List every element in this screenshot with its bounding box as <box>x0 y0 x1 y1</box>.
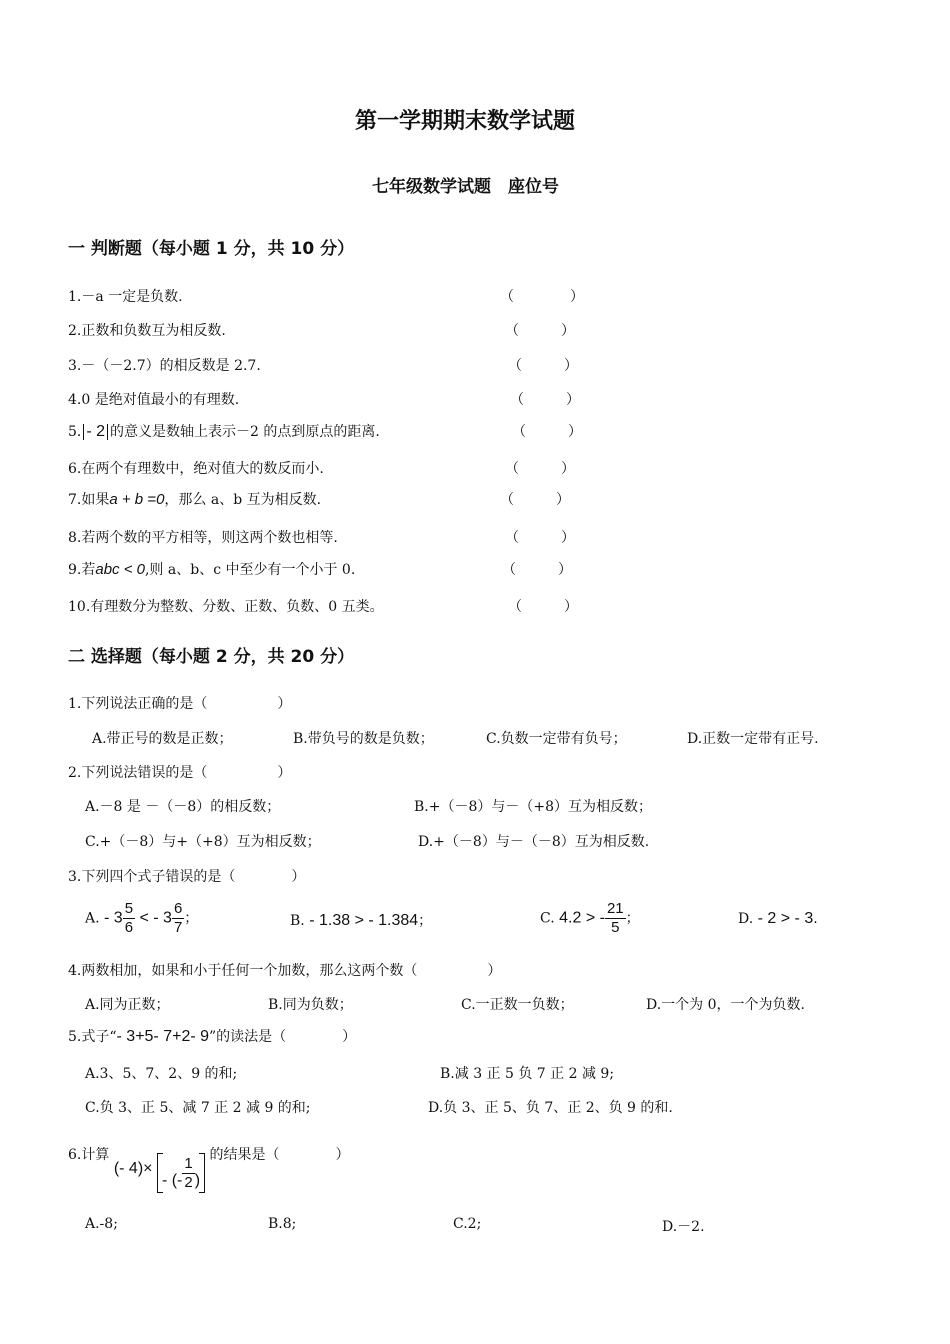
fraction-denominator: 2 <box>184 1173 193 1191</box>
tf-item-5-num: 5. <box>68 424 82 440</box>
option-d-expr: - 2 > - 3 <box>757 910 814 927</box>
option-b-end: ； <box>418 913 433 929</box>
option-b-expr: - 1.38 > - 1.384 <box>309 912 419 929</box>
tf-item-9-post: ,则 a、b、c 中至少有一个小于 0. <box>144 562 356 578</box>
mc-q1-option-b: B.带负号的数是负数； <box>293 731 434 747</box>
mc-q4-stem: 4.两数相加，如果和小于任何一个加数，那么这两个数（ ） <box>68 963 502 979</box>
tf-answer-6: （ ） <box>505 461 575 477</box>
fraction-numerator: 21 <box>606 900 624 917</box>
tf-item-7-post: ，那么 a、b 互为相反数. <box>164 492 322 508</box>
option-a-expr-mid: < - 3 <box>139 909 172 927</box>
q6-stem-pre: 6.计算 <box>68 1147 110 1163</box>
mc-q5-option-a: A.3、5、7、2、9 的和; <box>85 1066 238 1082</box>
mc-q6-option-a: A.-8; <box>85 1216 118 1232</box>
mc-q1-option-a: A.带正号的数是正数； <box>92 731 233 747</box>
mc-q2-option-c: C.+（－8）与+（+8）互为相反数； <box>85 834 321 850</box>
q6-expr-c: ) <box>194 1172 201 1189</box>
fraction-numerator: 1 <box>184 1154 193 1172</box>
tf-item-5-text: 的意义是数轴上表示－2 的点到原点的距离. <box>110 424 380 440</box>
mc-q1-stem: 1.下列说法正确的是（ ） <box>68 696 292 712</box>
mc-q5-stem <box>68 1026 356 1046</box>
mc-q3-option-c <box>540 900 640 937</box>
mc-q6-option-c: C.2; <box>453 1216 482 1232</box>
option-d-end: . <box>813 911 818 927</box>
mc-q3-option-b <box>290 910 432 930</box>
fraction-denominator: 7 <box>173 919 183 936</box>
math-abc: abc < 0 <box>95 561 145 578</box>
tf-answer-4: （ ） <box>510 392 580 408</box>
mc-q4-option-c: C.一正数一负数； <box>461 997 574 1013</box>
option-b-label: B. <box>290 913 305 929</box>
option-a-label: A. <box>85 910 100 927</box>
page-subtitle: 七年级数学试题 座位号 <box>372 177 559 197</box>
mc-q3-stem: 3.下列四个式子错误的是（ ） <box>68 869 306 885</box>
mc-q3-option-d <box>738 910 818 928</box>
q6-expr-b: - (- <box>161 1172 183 1189</box>
fraction-denominator: 5 <box>611 919 620 936</box>
tf-item-1: 1.－a 一定是负数. <box>68 289 183 305</box>
option-c-end: ； <box>625 910 640 927</box>
mc-q5-option-b: B.减 3 正 5 负 7 正 2 减 9; <box>440 1066 615 1082</box>
tf-answer-9: （ ） <box>502 562 572 578</box>
page-title: 第一学期期末数学试题 <box>355 109 576 134</box>
option-c-expr-pre: 4.2 > - <box>559 909 605 927</box>
mc-q2-option-d: D.+（－8）与－（－8）互为相反数. <box>418 834 650 850</box>
tf-item-10: 10.有理数分为整数、分数、正数、负数、0 五类。 <box>68 599 384 615</box>
section2-heading: 二 选择题（每小题 2 分，共 20 分） <box>68 647 355 667</box>
mc-q2-stem: 2.下列说法错误的是（ ） <box>68 765 292 781</box>
tf-item-6: 6.在两个有理数中，绝对值大的数反而小. <box>68 461 324 477</box>
mc-q4-option-a: A.同为正数； <box>85 997 170 1013</box>
tf-answer-5: （ ） <box>512 424 582 440</box>
tf-item-8: 8.若两个数的平方相等，则这两个数也相等. <box>68 530 338 546</box>
option-c-label: C. <box>540 910 555 927</box>
fraction-numerator: 5 <box>124 900 134 917</box>
option-a-end: ； <box>184 910 199 927</box>
fraction-numerator: 6 <box>173 900 183 917</box>
abs-bar-left <box>83 424 84 440</box>
tf-answer-1: （ ） <box>500 289 584 305</box>
tf-item-5 <box>68 421 380 441</box>
abs-value-inner: - 2 <box>86 423 106 440</box>
tf-answer-8: （ ） <box>505 530 575 546</box>
mc-q1-option-c: C.负数一定带有负号； <box>486 731 627 747</box>
fraction-denominator: 6 <box>124 919 134 936</box>
mc-q6-stem <box>68 1144 350 1193</box>
tf-answer-2: （ ） <box>505 323 575 339</box>
mc-q3-option-a <box>85 900 198 937</box>
option-d-label: D. <box>738 911 754 927</box>
q6-stem-post: 的结果是（ ） <box>209 1147 350 1163</box>
q6-expr-a: (- 4)× <box>113 1160 153 1177</box>
fraction-6-7 <box>172 900 184 937</box>
tf-answer-7: （ ） <box>500 492 570 508</box>
mc-q4-option-d: D.一个为 0，一个为负数. <box>646 997 805 1013</box>
tf-answer-3: （ ） <box>508 358 578 374</box>
mc-q5-option-d: D.负 3、正 5、负 7、正 2、负 9 的和. <box>428 1100 673 1116</box>
tf-item-2: 2.正数和负数互为相反数. <box>68 323 226 339</box>
tf-item-9-pre: 9.若 <box>68 562 96 578</box>
mc-q5-option-c: C.负 3、正 5、减 7 正 2 减 9 的和; <box>85 1100 311 1116</box>
fraction-1-2 <box>182 1155 194 1192</box>
tf-item-4: 4.0 是绝对值最小的有理数. <box>68 392 240 408</box>
q5-stem-post: ”的读法是（ ） <box>209 1029 357 1045</box>
q6-bracket <box>157 1153 205 1193</box>
mc-q2-option-b: B.+（－8）与－（+8）互为相反数； <box>414 799 653 815</box>
tf-item-3: 3.－（－2.7）的相反数是 2.7. <box>68 358 261 374</box>
abs-bar-right <box>107 424 108 440</box>
q5-expression: - 3+5- 7+2- 9 <box>116 1028 210 1045</box>
tf-item-9 <box>68 559 355 579</box>
q5-stem-pre: 5.式子“ <box>68 1029 117 1045</box>
fraction-21-5 <box>605 900 626 937</box>
math-a-plus-b: a + b =0 <box>109 491 165 508</box>
tf-answer-10: （ ） <box>508 599 578 615</box>
section1-heading: 一 判断题（每小题 1 分，共 10 分） <box>68 239 355 259</box>
mc-q6-option-b: B.8; <box>268 1216 297 1232</box>
mc-q2-option-a: A.－8 是 －（－8）的相反数； <box>85 799 281 815</box>
mc-q1-option-d: D.正数一定带有正号. <box>687 731 819 747</box>
tf-item-7-pre: 7.如果 <box>68 492 110 508</box>
mc-q6-option-d: D.－2. <box>662 1219 705 1235</box>
fraction-5-6 <box>123 900 135 937</box>
option-a-expr-pre: - 3 <box>104 909 123 927</box>
tf-item-7 <box>68 489 321 509</box>
mc-q4-option-b: B.同为负数； <box>268 997 353 1013</box>
